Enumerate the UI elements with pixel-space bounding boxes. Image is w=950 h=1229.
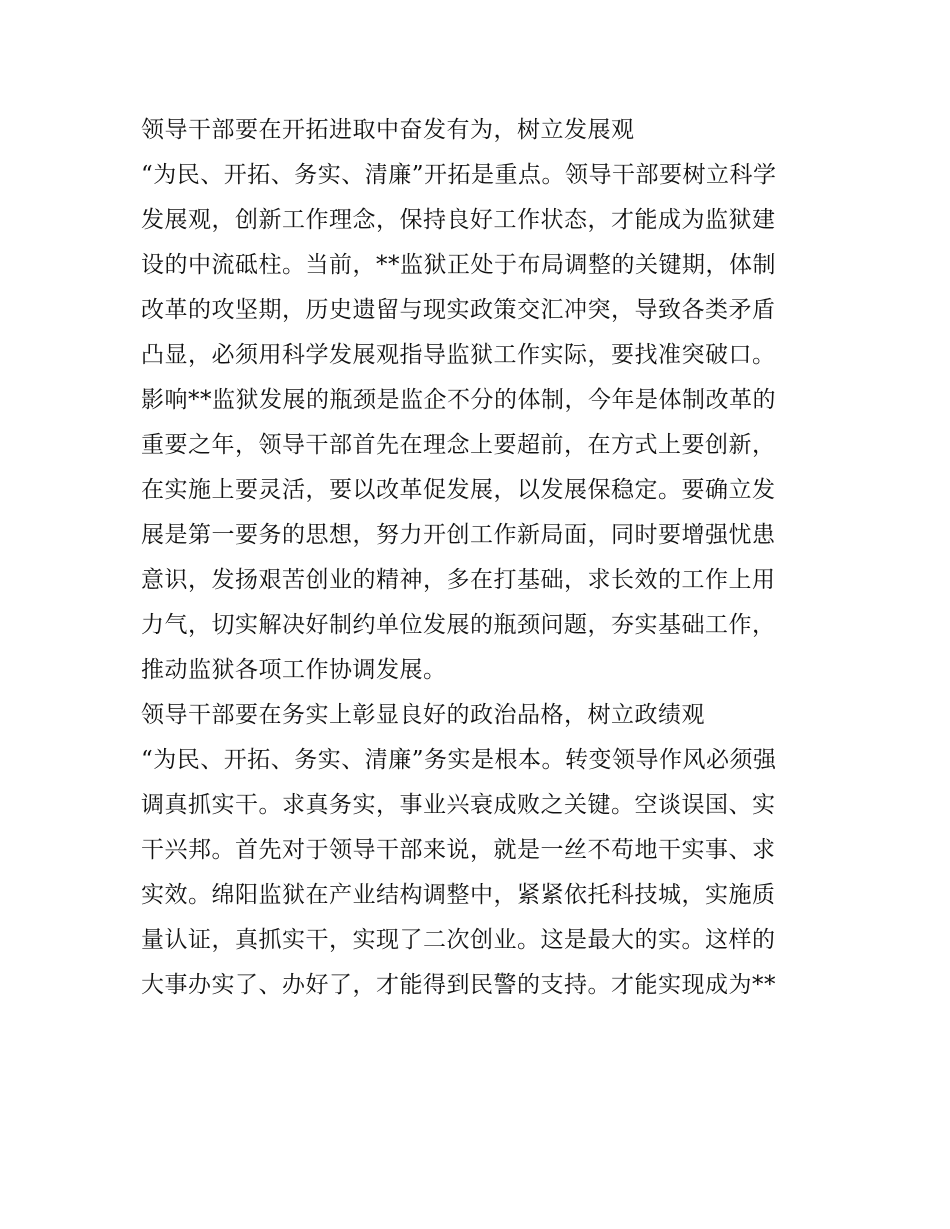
heading-develop-outlook: 领导干部要在开拓进取中奋发有为，树立发展观 (141, 117, 635, 143)
paragraph-line: 大事办实了、办好了，才能得到民警的支持。才能实现成为** (141, 972, 776, 998)
paragraph-line: 实效。绵阳监狱在产业结构调整中，紧紧依托科技城，实施质 (141, 882, 776, 908)
paragraph-line: “为民、开拓、务实、清廉”开拓是重点。领导干部要树立科学 (141, 162, 777, 188)
paragraph-line: 调真抓实干。求真务实，事业兴衰成败之关键。空谈误国、实 (141, 792, 776, 818)
paragraph-line: 在实施上要灵活，要以改革促发展，以发展保稳定。要确立发 (141, 477, 776, 503)
paragraph-line: 干兴邦。首先对于领导干部来说，就是一丝不苟地干实事、求 (141, 837, 776, 863)
paragraph-line: 重要之年，领导干部首先在理念上要超前，在方式上要创新， (141, 432, 776, 458)
paragraph-line: 意识，发扬艰苦创业的精神，多在打基础，求长效的工作上用 (141, 567, 776, 593)
paragraph-line: 量认证，真抓实干，实现了二次创业。这是最大的实。这样的 (141, 927, 776, 953)
heading-performance-outlook: 领导干部要在务实上彰显良好的政治品格，树立政绩观 (141, 702, 705, 728)
paragraph-line: “为民、开拓、务实、清廉”务实是根本。转变领导作风必须强 (141, 747, 777, 773)
paragraph-line: 改革的攻坚期，历史遗留与现实政策交汇冲突，导致各类矛盾 (141, 297, 776, 323)
paragraph-line: 设的中流砥柱。当前，**监狱正处于布局调整的关键期，体制 (141, 252, 776, 278)
paragraph-line: 展是第一要务的思想，努力开创工作新局面，同时要增强忧患 (141, 522, 776, 548)
paragraph-line: 发展观，创新工作理念，保持良好工作状态，才能成为监狱建 (141, 207, 776, 233)
document-body (141, 108, 821, 1008)
paragraph-line: 力气，切实解决好制约单位发展的瓶颈问题，夯实基础工作， (141, 612, 776, 638)
paragraph-line: 凸显，必须用科学发展观指导监狱工作实际，要找准突破口。 (141, 342, 776, 368)
paragraph-line: 影响**监狱发展的瓶颈是监企不分的体制，今年是体制改革的 (141, 387, 776, 413)
paragraph-line: 推动监狱各项工作协调发展。 (141, 657, 447, 683)
